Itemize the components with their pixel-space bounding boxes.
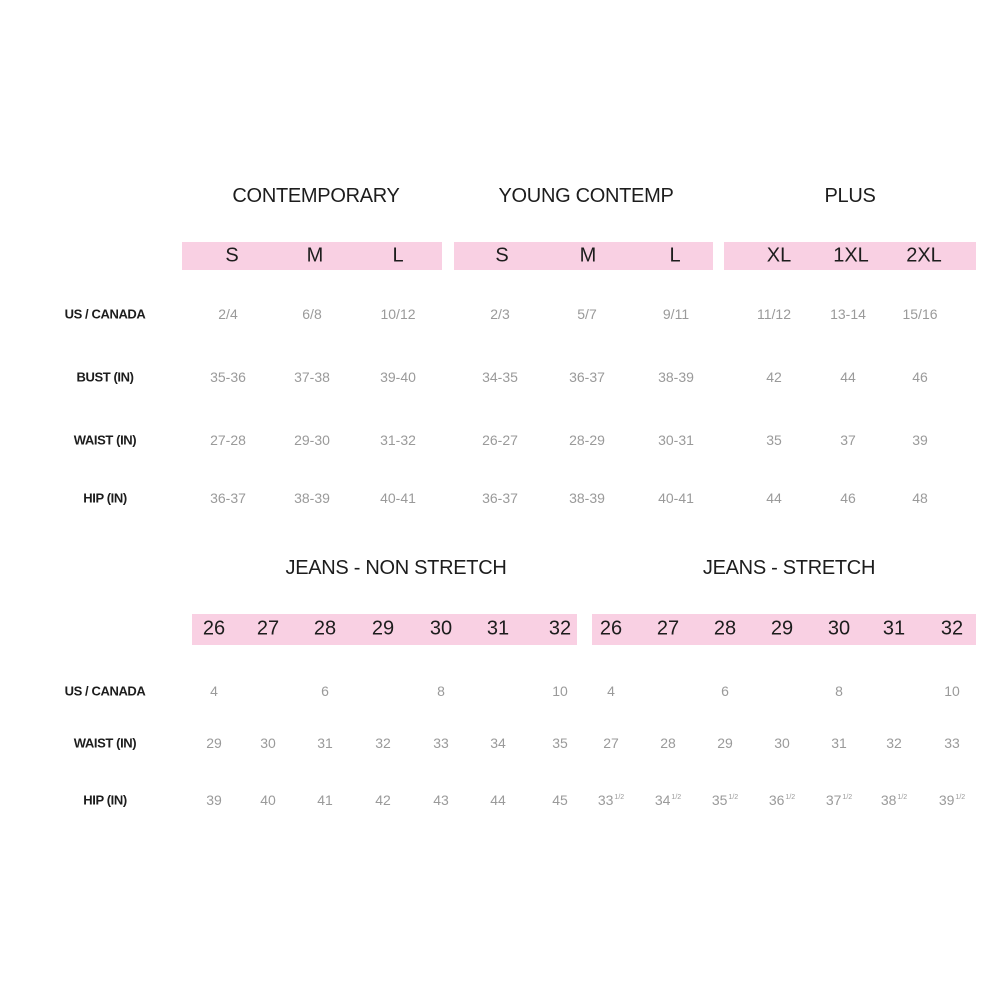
table-cell: 37 (840, 432, 856, 448)
table-cell: 44 (766, 490, 782, 506)
size-header: M (579, 244, 597, 267)
table-cell: 41 (317, 792, 333, 808)
size-header: 30 (827, 617, 851, 640)
table-cell: $39^{1/2}$ (938, 792, 966, 808)
size-header: S (225, 244, 239, 267)
table-cell: 36-37 (210, 490, 246, 506)
row-label-hip: HIP (IN) (83, 792, 127, 808)
size-header: 29 (770, 617, 794, 640)
table-cell: 44 (490, 792, 506, 808)
table-cell: 2/4 (218, 306, 238, 322)
table-cell: 30 (260, 735, 276, 751)
size-header: M (306, 244, 324, 267)
size-header: 28 (713, 617, 737, 640)
table-cell: 32 (375, 735, 391, 751)
table-cell: 38-39 (569, 490, 605, 506)
table-cell: 33 (944, 735, 960, 751)
half-fraction: 1/2 (897, 794, 908, 801)
table-cell: 33 (433, 735, 449, 751)
table-cell: 35 (766, 432, 782, 448)
group-title-young-contemp: YOUNG CONTEMP (498, 185, 674, 207)
table-cell: 29 (717, 735, 733, 751)
row-label-waist: WAIST (IN) (73, 432, 137, 448)
size-header: 29 (371, 617, 395, 640)
table-cell: 42 (375, 792, 391, 808)
table-cell: 44 (840, 369, 856, 385)
table-cell: 4 (210, 683, 218, 699)
row-label-us-canada: US / CANADA (64, 683, 146, 699)
table-cell: 36-37 (482, 490, 518, 506)
table-cell: 6/8 (302, 306, 322, 322)
table-cell: $38^{1/2}$ (880, 792, 908, 808)
table-cell: 38-39 (658, 369, 694, 385)
table-cell: 6 (321, 683, 329, 699)
table-cell: 13-14 (830, 306, 866, 322)
size-header: 1XL (833, 244, 869, 267)
table-cell: 10 (944, 683, 960, 699)
table-cell: 10 (552, 683, 568, 699)
group-title-contemporary: CONTEMPORARY (232, 185, 400, 207)
table-cell: 29-30 (294, 432, 330, 448)
table-cell: 43 (433, 792, 449, 808)
table-cell: 27-28 (210, 432, 246, 448)
table-cell: $36^{1/2}$ (768, 792, 796, 808)
half-fraction: 1/2 (955, 794, 966, 801)
size-header: 27 (656, 617, 680, 640)
half-fraction: 1/2 (614, 794, 625, 801)
size-header: 32 (940, 617, 964, 640)
size-header: XL (766, 244, 792, 267)
table-cell: 38-39 (294, 490, 330, 506)
table-cell: $35^{1/2}$ (711, 792, 739, 808)
size-header: 31 (486, 617, 510, 640)
row-label-hip: HIP (IN) (83, 490, 127, 506)
table-cell: 31 (317, 735, 333, 751)
size-header: L (392, 244, 404, 267)
table-cell: 46 (840, 490, 856, 506)
table-cell: 11/12 (757, 306, 791, 322)
table-cell: 35 (552, 735, 568, 751)
table-cell: 8 (835, 683, 843, 699)
row-label-us-canada: US / CANADA (64, 306, 146, 322)
table-cell: 39-40 (380, 369, 416, 385)
table-cell: 30 (774, 735, 790, 751)
size-header: 32 (548, 617, 572, 640)
half-fraction: 1/2 (842, 794, 853, 801)
table-cell: 32 (886, 735, 902, 751)
size-header: L (669, 244, 681, 267)
table-cell: 37-38 (294, 369, 330, 385)
table-cell: 34-35 (482, 369, 518, 385)
size-header: 30 (429, 617, 453, 640)
table-cell: 39 (206, 792, 222, 808)
size-header: 27 (256, 617, 280, 640)
size-header: 31 (882, 617, 906, 640)
table-cell: 31 (831, 735, 847, 751)
table-cell: 29 (206, 735, 222, 751)
size-header: 2XL (906, 244, 942, 267)
row-label-waist: WAIST (IN) (73, 735, 137, 751)
table-cell: $34^{1/2}$ (654, 792, 682, 808)
group-title-jeans-non-stretch: JEANS - NON STRETCH (285, 557, 507, 579)
table-cell: 40-41 (658, 490, 694, 506)
table-cell: 8 (437, 683, 445, 699)
table-cell: 40-41 (380, 490, 416, 506)
row-label-bust: BUST (IN) (76, 369, 134, 385)
table-cell: 4 (607, 683, 615, 699)
half-fraction: 1/2 (671, 794, 682, 801)
table-cell: 28 (660, 735, 676, 751)
half-fraction: 1/2 (728, 794, 739, 801)
table-cell: $37^{1/2}$ (825, 792, 853, 808)
size-header: 26 (599, 617, 623, 640)
half-fraction: 1/2 (785, 794, 796, 801)
table-cell: 30-31 (658, 432, 694, 448)
table-cell: 10/12 (380, 306, 416, 322)
table-cell: 6 (721, 683, 729, 699)
table-cell: 34 (490, 735, 506, 751)
table-cell: 27 (603, 735, 619, 751)
table-cell: 48 (912, 490, 928, 506)
size-header: S (495, 244, 509, 267)
table-cell: 46 (912, 369, 928, 385)
size-header: 28 (313, 617, 337, 640)
table-cell: 26-27 (482, 432, 518, 448)
table-cell: 5/7 (577, 306, 597, 322)
table-cell: 31-32 (380, 432, 416, 448)
table-cell: 35-36 (210, 369, 246, 385)
table-cell: 45 (552, 792, 568, 808)
table-cell: 9/11 (662, 306, 690, 322)
table-cell: $33^{1/2}$ (597, 792, 625, 808)
table-cell: 42 (766, 369, 782, 385)
group-title-plus: PLUS (824, 185, 876, 207)
size-header: 26 (202, 617, 226, 640)
table-cell: 28-29 (569, 432, 605, 448)
table-cell: 36-37 (569, 369, 605, 385)
table-cell: 40 (260, 792, 276, 808)
table-cell: 39 (912, 432, 928, 448)
table-cell: 2/3 (490, 306, 510, 322)
group-title-jeans-stretch: JEANS - STRETCH (702, 557, 876, 579)
table-cell: 15/16 (902, 306, 938, 322)
